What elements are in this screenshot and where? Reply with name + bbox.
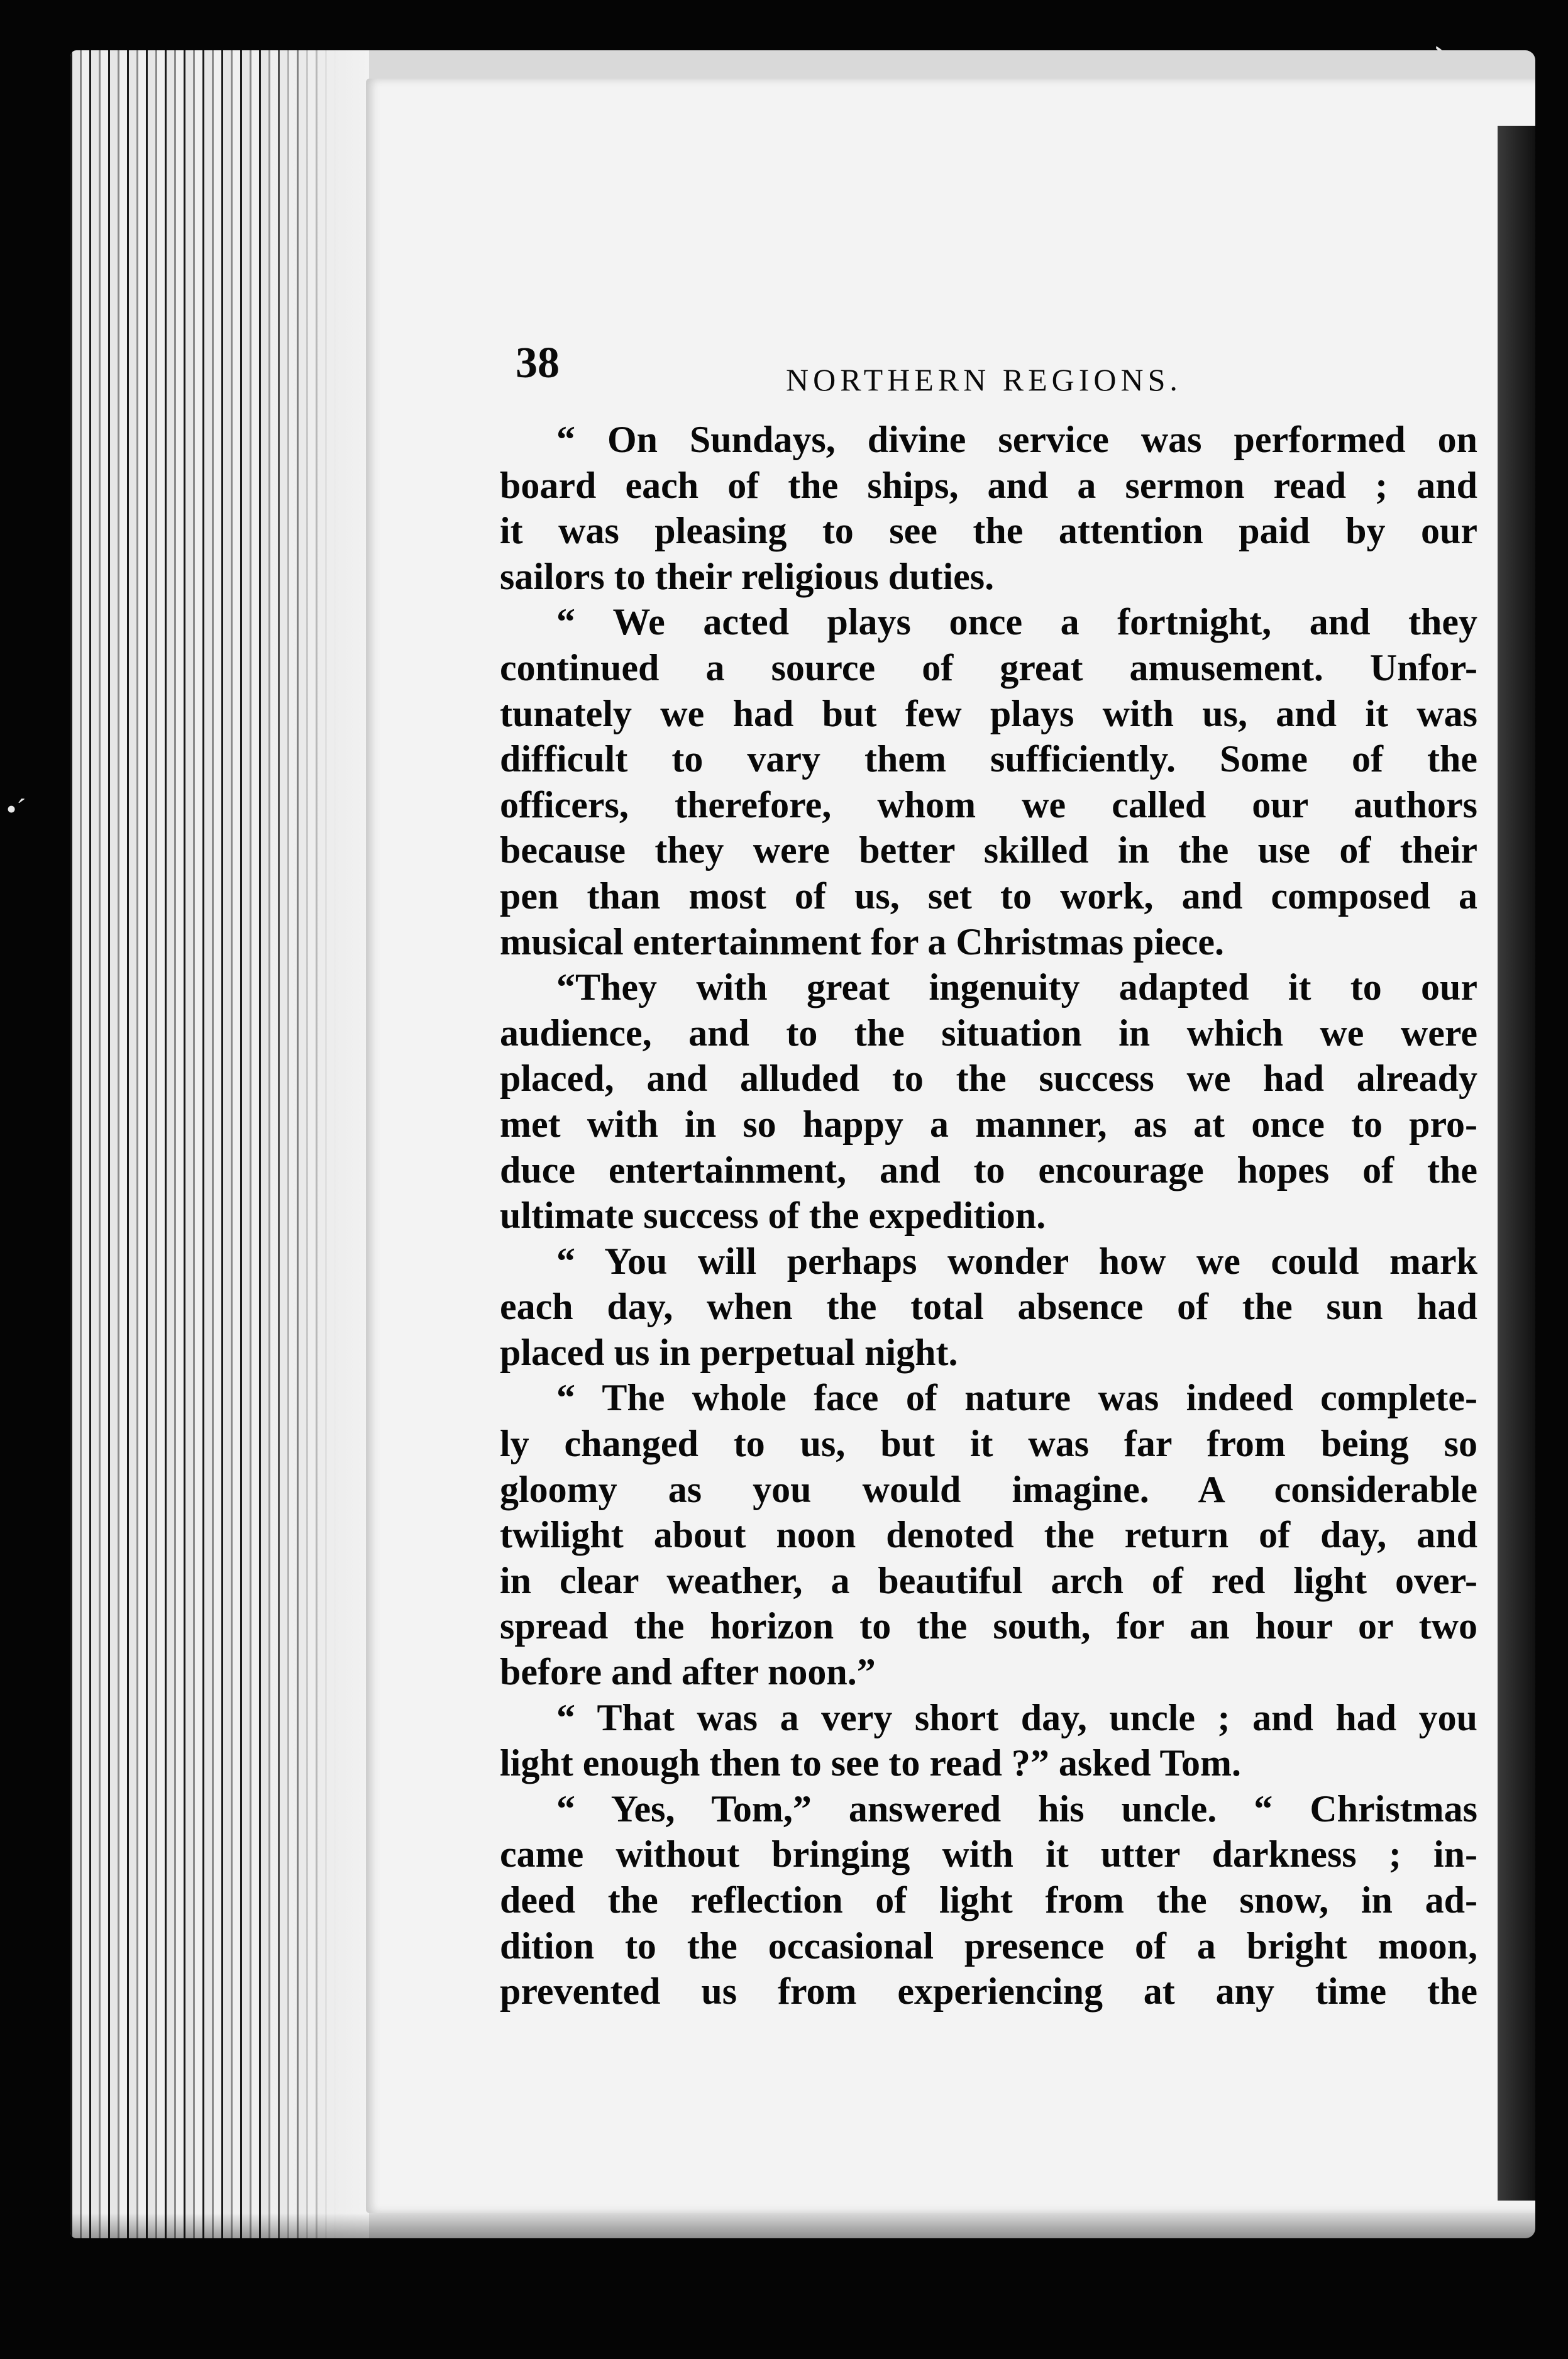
text-line: gloomy as you would imagine. A considerable [500, 1468, 1477, 1510]
text-line: deed the reflection of light from the snow, in ad- [500, 1879, 1477, 1921]
text-line: “They with great ingenuity adapted it to our [556, 966, 1477, 1008]
text-line: audience, and to the situation in which we were [500, 1012, 1477, 1054]
text-line: “ We acted plays once a fortnight, and they [556, 601, 1477, 643]
page-edges [70, 50, 369, 2238]
text-line: difficult to vary them sufficiently. Some of the [500, 738, 1477, 780]
text-line: because they were better skilled in the use of their [500, 829, 1477, 871]
text-line: placed, and alluded to the success we had already [500, 1058, 1477, 1100]
text-line: “ On Sundays, divine service was performed on [556, 419, 1477, 460]
text-line: in clear weather, a beautiful arch of red light over- [500, 1559, 1477, 1601]
text-line: “ You will perhaps wonder how we could mark [556, 1240, 1477, 1282]
text-line: officers, therefore, whom we called our authors [500, 783, 1477, 826]
text-line: ultimate success of the expedition. [500, 1195, 1046, 1237]
text-line: light enough then to see to read ?” asked Tom. [500, 1742, 1242, 1784]
text-line: sailors to their religious duties. [500, 555, 995, 597]
text-line: duce entertainment, and to encourage hopes of the [500, 1149, 1477, 1191]
bottom-shadow [70, 2213, 1535, 2238]
text-line: ly changed to us, but it was far from being so [500, 1423, 1477, 1465]
text-line: musical entertainment for a Christmas piece. [500, 920, 1225, 963]
text-line: “ The whole face of nature was indeed complete- [556, 1377, 1477, 1419]
text-line: it was pleasing to see the attention paid by our [500, 510, 1477, 552]
text-line: met with in so happy a manner, as at once to pro- [500, 1103, 1477, 1145]
text-line: each day, when the total absence of the sun had [500, 1286, 1477, 1328]
text-line: tunately we had but few plays with us, and it was [500, 692, 1477, 734]
text-line: “ Yes, Tom,” answered his uncle. “ Christmas [556, 1787, 1477, 1830]
text-line: continued a source of great amusement. Unfor- [500, 646, 1477, 688]
body-text [500, 417, 1477, 2014]
running-title: NORTHERN REGIONS. [786, 362, 1182, 397]
text-line: pen than most of us, set to work, and composed a [500, 875, 1477, 917]
page-number: 38 [516, 339, 560, 387]
text-line: placed us in perpetual night. [500, 1331, 958, 1373]
fore-edge [1498, 126, 1535, 2201]
scan-artifact-mark: •´ [6, 793, 26, 825]
text-line: “ That was a very short day, uncle ; and had you [556, 1696, 1477, 1738]
text-line: twilight about noon denoted the return of day, and [500, 1514, 1477, 1556]
text-line: prevented us from experiencing at any time the [500, 1970, 1477, 2013]
text-line: dition to the occasional presence of a bright moon, [500, 1925, 1477, 1967]
text-line: came without bringing with it utter darkness ; in- [500, 1833, 1477, 1876]
text-line: spread the horizon to the south, for an hour or two [500, 1605, 1477, 1647]
text-line: before and after noon.” [500, 1651, 876, 1693]
text-line: board each of the ships, and a sermon read ; and [500, 464, 1477, 506]
